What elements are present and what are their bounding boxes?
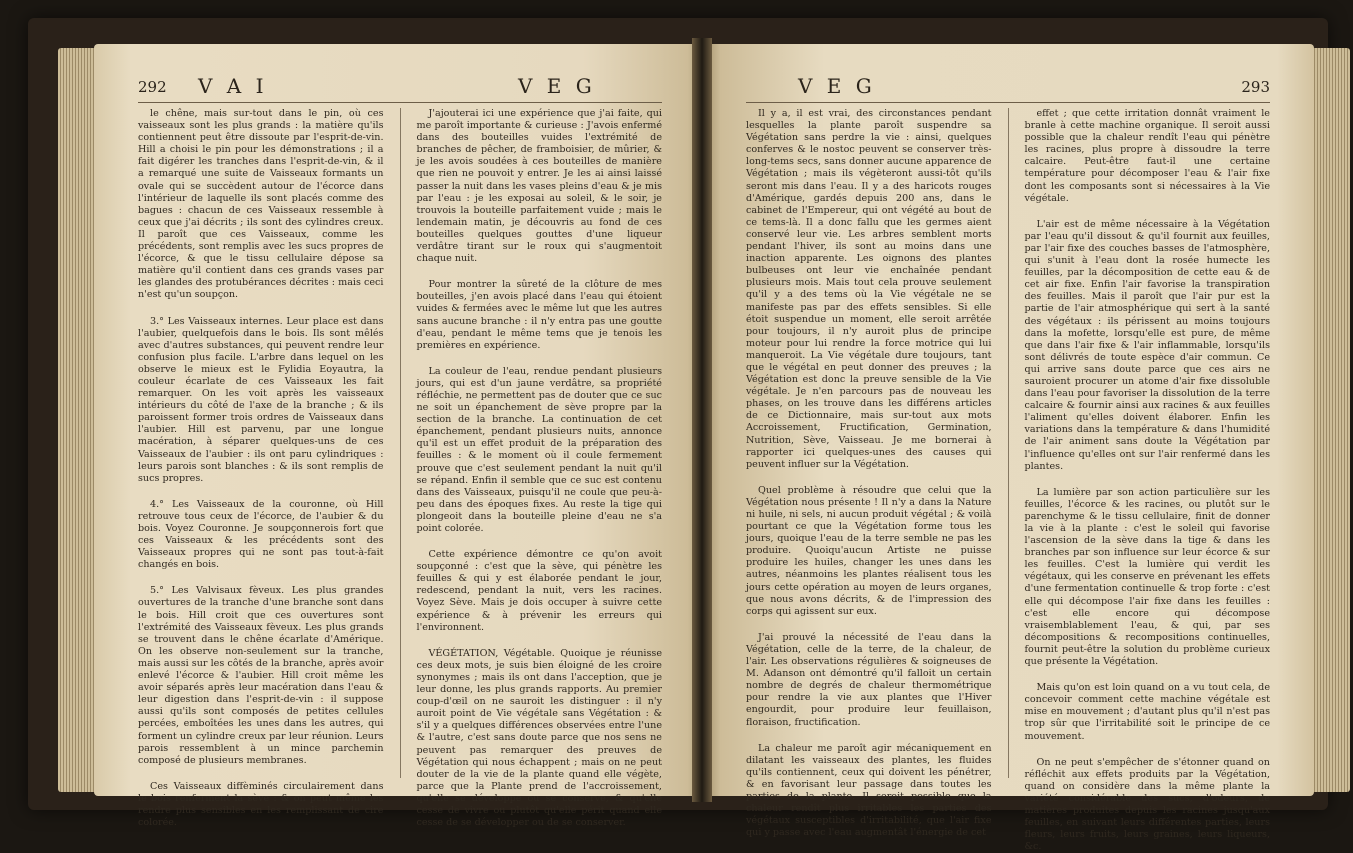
left-header-rule [138, 102, 662, 103]
paragraph: La couleur de l'eau, rendue pendant plusieurs jours, qui est d'un jaune verdâtre, sa propriété réfléchie, ne permettent pas de douter que ce suc ne soit un épanchement de sève propre par la section de la branche. La continuation de cet épanchement, pendant plusieurs nuits, annonce qu'il est un effet produit de la préparation des feuilles : & le moment où il coule fermement prouve que c'est seulement pendant la nuit qu'il se répand. Enfin il semble que ce suc est contenu dans des Vaisseaux, puisqu'il ne coule que peu-à-peu dans des époques fixes. Au reste la tige qui plongeoit dans la bouteille pleine d'eau ne s'a point colorée. [416, 365, 662, 534]
left-page-columns [138, 108, 662, 829]
left-column-1 [138, 108, 384, 829]
right-page-header [746, 68, 1270, 102]
right-page-number: 293 [1241, 78, 1270, 96]
right-column-2 [1024, 108, 1271, 853]
right-running-head: V E G [798, 74, 876, 98]
paragraph: Pour montrer la sûreté de la clôture de mes bouteilles, j'en avois placé dans l'eau qui étoient vuides & fermées avec le même lut que les autres sans aucune branche : il n'y entra pas une goutte d'eau, pendant le même tems que je tenois les premières en expérience. [416, 279, 662, 351]
right-page [702, 44, 1314, 853]
paragraph: Il y a, il est vrai, des circonstances pendant lesquelles la plante paroît suspendre sa Végétation sans perdre la vie : ainsi, quelques conferves & le nostoc peuvent se conserver très-long-tems secs, sans donner aucune apparence de Végétation ; mais ils végèteront aussi-tôt qu'ils seront mis dans l'eau. Il y a des haricots rouges d'Amérique, gardés depuis 200 ans, dans le cabinet de l'Empereur, qui ont végété au bout de ce tems-là. Il a donc fallu que les germes aient conservé leur vie. Les arbres semblent morts pendant l'hiver, ils sont au moins dans une inaction apparente. Les oignons des plantes bulbeuses ont leur vie enchaînée pendant plusieurs mois. Mais tout cela prouve seulement qu'il y a des tems où la Vie végétale ne se manifeste pas par des effets sensibles. Si elle étoit suspendue un moment, elle seroit arrêtée pour toujours, il n'y auroit plus de principe moteur pour lui rendre la force motrice qui lui manqueroit. La Vie végétale dure toujours, tant que le végétal en peut donner des preuves ; la Végétation est donc la preuve sensible de la Vie végétale. Je n'en parcours pas de nouveau les phases, on les trouve dans les différens articles de ce Dictionnaire, mais sur-tout aux mots Accroissement, Fructification, Germination, Nutrition, Sève, Vaisseau. Je me bornerai à rapporter ici quelques-unes des causes qui peuvent influer sur la Végétation. [746, 108, 992, 470]
right-column-1 [746, 108, 992, 839]
left-page-header [138, 68, 662, 102]
left-column-2 [416, 108, 663, 829]
left-page [94, 44, 706, 829]
paragraph: effet ; que cette irritation donnât vraiment le branle à cette machine organique. Il seroit aussi possible que la chaleur rendît l'eau qui pénètre les racines, plus propre à dissoudre la terre calcaire. Peut-être faut-il une certaine température pour décomposer l'eau & l'air fixe dont les composants sont si nécessaires à la Vie végétale. [1024, 108, 1270, 204]
book-gutter [692, 38, 712, 802]
paragraph: VÉGÉTATION, Végétable. Quoique je réunisse ces deux mots, je suis bien éloigné de les croire synonymes ; mais ils ont dans l'acception, que je leur donne, les plus grands rapports. Au premier coup-d'œil on ne sauroit les distinguer : il n'y auroit point de Vie végétale sans Végétation : & s'il y a quelques différences observées entre l'une & l'autre, c'est sans doute parce que nos sens ne peuvent pas remarquer des preuves de Végétation qui nous échappent ; mais on ne peut douter de la vie de la plante quand elle végète, parce que la Plante prend de l'accroissement, qu'elle se développe ou se conserve, & qu'elle cesse de vivre ou plutôt qu'elle périt quand elle cesse de se développer ou de se conserver. [416, 647, 662, 829]
paragraph: Cette expérience démontre ce qu'on avoit soupçonné : c'est que la sève, qui pénètre les feuilles & qui y est élaborée pendant le jour, redescend, pendant la nuit, vers les racines. Voyez Sève. Mais je dois occuper à suivre cette expérience & à prévenir les erreurs qui l'environnent. [416, 549, 662, 633]
right-page-edges [1314, 48, 1350, 792]
paragraph: 3.° Les Vaisseaux internes. Leur place est dans l'aubier, quelquefois dans le bois. Ils sont mêlés avec d'autres substances, qui peuvent rendre leur confusion plus facile. L'arbre dans lequel on les observe le mieux est le Fylidia Eoyautra, la couleur écarlate de ces Vaisseaux les fait remarquer. On les voit après les vaisseaux intérieurs du côté de l'axe de la branche ; & ils paroissent former trois ordres de Vaisseaux dans l'aubier. Hill est parvenu, par une longue macération, à séparer quelques-uns de ces Vaisseaux de l'aubier : ils ont paru cylindriques : leurs parois sont blanches : & ils sont remplis de sucs propres. [138, 315, 384, 484]
column-divider [1008, 108, 1009, 778]
paragraph: La lumière par son action particulière sur les feuilles, l'écorce & les racines, ou plutôt sur le parenchyme & le tissu cellulaire, finit de donner la vie à la plante : c'est le soleil qui favorise l'ascension de la sève dans la tige & dans les branches par son influence sur leur écorce & sur les feuilles. C'est la lumière qui verdit les végétaux, qui les conserve en prévenant les effets d'une fermentation continuelle & trop forte : c'est elle qui décompose l'air fixe dans les feuilles : c'est elle encore qui décompose vraisemblablement l'eau, & qui, par ses décompositions & recompositions continuelles, fournit peut-être la solution du problème curieux que présente la Végétation. [1024, 486, 1270, 668]
paragraph: J'ajouterai ici une expérience que j'ai faite, qui me paroît importante & curieuse : J'avois enfermé dans des bouteilles vuides l'extrémité de branches de pêcher, de framboisier, de mûrier, & je les avois soudées à ces bouteilles de manière que rien ne pouvoit y entrer. Je les ai ainsi laissé passer la nuit dans les vases pleins d'eau & je mis par l'eau : je les exposai au soleil, & le soir, je trouvois la bouteille parfaitement vuide ; mais le lendemain matin, je découvris au fond de ces bouteilles quelques gouttes d'une liqueur verdâtre tirant sur le roux qui s'augmentoit chaque nuit. [416, 108, 662, 265]
left-running-head: V A I [198, 74, 268, 98]
paragraph: le chêne, mais sur-tout dans le pin, où ces vaisseaux sont les plus grands : la matière qu'ils contiennent peut être dissoute par l'esprit-de-vin. Hill a choisi le pin pour les démonstrations ; il a fait digérer les tranches dans l'esprit-de-vin, & il a remarqué une suite de Vaisseaux formants un ovale qui se succèdent autour de l'écorce dans l'intérieur de laquelle ils sont placés comme des bagues : chacun de ces Vaisseaux ressemble à ceux que j'ai décrits ; ils sont des cylindres creux. Il paroît que ces Vaisseaux, comme les précédents, sont remplis avec les sucs propres de l'écorce, & que le tissu cellulaire dépose sa matière qu'il contient dans ces grands vases par les glandes des protubérances décrites : mais ceci n'est qu'un soupçon. [138, 108, 384, 301]
right-header-rule [746, 102, 1270, 103]
paragraph: Quel problème à résoudre que celui que la Végétation nous présente ! Il n'y a dans la Nature ni huile, ni sels, ni aucun produit végétal ; & voilà pourtant ce que la Végétation forme tous les jours, quoique l'eau de la terre semble ne pas les produire. Quoiqu'aucun Artiste ne puisse produire les huiles, changer les unes dans les autres, néanmoins les plantes réalisent tous les jours cette opération au moyen de leurs organes, que nous avons décrits, & de l'impression des corps qui agissent sur eux. [746, 484, 992, 617]
paragraph: On ne peut s'empêcher de s'étonner quand on réfléchit aux effets produits par la Végétation, quand on considère dans la même plante la variété considérable des sucs, d'odeurs, de matières produites depuis les racines jusqu'aux feuilles, en suivant leurs différentes parties, leurs fleurs, leurs fruits, leurs graines, leurs liqueurs, &c. [1024, 756, 1270, 853]
left-running-head-second: V E G [518, 74, 596, 98]
paragraph: La chaleur me paroît agir mécaniquement en dilatant les vaisseaux des plantes, les fluides qu'ils contiennent, ceux qui doivent les pénétrer, & en favorisant leur passage dans toutes les parties de la plante. Il seroit possible que la chaleur rendît plus irritables les parties des végétaux susceptibles d'irritabilité, que l'air fixe qui y passe avec l'eau augmentât l'énergie de cet [746, 742, 992, 839]
column-divider [400, 108, 401, 778]
paragraph: L'air est de même nécessaire à la Végétation par l'eau qu'il dissout & qu'il fournit aux feuilles, par l'air fixe des couches basses de l'atmosphère, qui s'unit à l'eau dont la rosée humecte les feuilles, par la décomposition de cette eau & de cet air fixe. Enfin l'air favorise la transpiration des feuilles. Mais il paroît que l'air pur est la partie de l'air atmosphérique qui sert à la santé des végétaux : ils périssent au moins toujours dans la mofette, lorsqu'elle est pure, de même que dans l'air fixe & l'air inflammable, lorsqu'ils sont délivrés de toute espèce d'air commun. Ce qui arrive sans doute parce que ces airs ne sauroient procurer un atome d'air fixe dissoluble dans l'eau pour favoriser la dissolution de la terre calcaire & fournir ainsi aux racines & aux feuilles l'aliment qu'elles doivent élaborer. Enfin les variations dans la température & dans l'humidité de l'air animent sans doute la Végétation par l'influence qu'elles ont sur l'air renfermé dans les plantes. [1024, 218, 1270, 472]
left-page-edges [58, 48, 94, 792]
right-page-columns [746, 108, 1270, 853]
paragraph: 5.° Les Valvisaux fèveux. Les plus grandes ouvertures de la tranche d'une branche sont dans le bois. Hill croit que ces ouvertures sont l'extrémité des Vaisseaux fèveux. Les plus grands se trouvent dans le chêne écarlate d'Amérique. On les observe non-seulement sur la tranche, mais aussi sur les côtés de la branche, après avoir enlevé l'écorce & l'aubier. Hill croit même les avoir séparés après leur macération dans l'eau & leur digestion dans l'esprit-de-vin : il suppose aussi qu'ils sont composés de petites cellules percées, emboîtées les unes dans les autres, qui forment un cylindre creux par leur réunion. Leurs parois ressemblent à un mince parchemin composé de plusieurs membranes. [138, 585, 384, 766]
paragraph: Ces Vaisseaux diffèminés circulairement dans le bois renferment la sève : & on peut même les rendre plus sensibles en les remplissant de cire colorée. [138, 780, 384, 829]
paragraph: Mais qu'on est loin quand on a vu tout cela, de concevoir comment cette machine végétale est mise en mouvement ; d'autant plus qu'il n'est pas trop sûr que l'irritabilité soit le principe de ce mouvement. [1024, 682, 1270, 742]
left-page-number: 292 [138, 78, 167, 96]
open-book [28, 18, 1328, 853]
paragraph: 4.° Les Vaisseaux de la couronne, où Hill retrouve tous ceux de l'écorce, de l'aubier & du bois. Voyez Couronne. Je soupçonnerois fort que ces Vaisseaux & les précédents sont des Vaisseaux propres qui ne sont pas tout-à-fait changés en bois. [138, 498, 384, 571]
paragraph: J'ai prouvé la nécessité de l'eau dans la Végétation, celle de la terre, de la chaleur, de l'air. Les observations régulières & soigneuses de M. Adanson ont démontré qu'il falloit un certain nombre de degrés de chaleur thermométrique pour rendre la vie aux plantes que l'Hiver engourdit, pour produire leur feuillaison, floraison, fructification. [746, 631, 992, 728]
